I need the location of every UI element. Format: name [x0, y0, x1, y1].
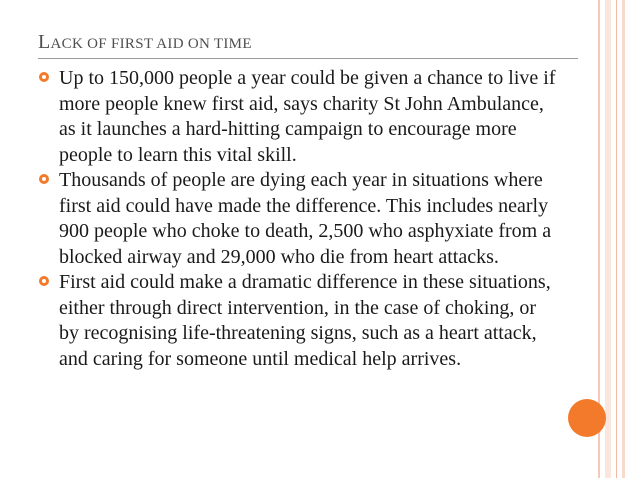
- title-part: ACK OF FIRST AID ON TIME: [50, 36, 252, 52]
- bullet-item: [39, 168, 559, 270]
- slide-title: [38, 31, 252, 54]
- right-border-stripe-far: [622, 0, 625, 478]
- bullet-text: Up to 150,000 people a year could be given a chance to live if more people knew first aid, says charity St John Ambulance, as it launches a hard-hitting campaign to encourage more people to learn this vital skill.: [59, 67, 556, 166]
- bullet-item: [39, 66, 559, 168]
- title-part: L: [38, 31, 51, 53]
- bullet-item: [39, 270, 559, 372]
- bullet-circle-icon: [39, 174, 49, 184]
- right-border-stripe-inner: [605, 0, 611, 478]
- bullet-circle-icon: [39, 72, 49, 82]
- bullet-circle-icon: [39, 276, 49, 286]
- title-underline: [38, 58, 578, 59]
- right-border-stripe-edge: [616, 0, 617, 478]
- bullet-text: Thousands of people are dying each year in situations where first aid could have made the difference. This includes nearly 900 people who choke to death, 2,500 who asphyxiate from a blocked airway and 29,000 who die from heart attacks.: [59, 169, 552, 268]
- bullet-text: First aid could make a dramatic difference in these situations, either through direct intervention, in the case of choking, or by recognising life-threatening signs, such as a heart attack, and caring for someone until medical help arrives.: [59, 271, 551, 370]
- bullet-list: [39, 66, 559, 372]
- orange-circle-icon: [568, 399, 606, 437]
